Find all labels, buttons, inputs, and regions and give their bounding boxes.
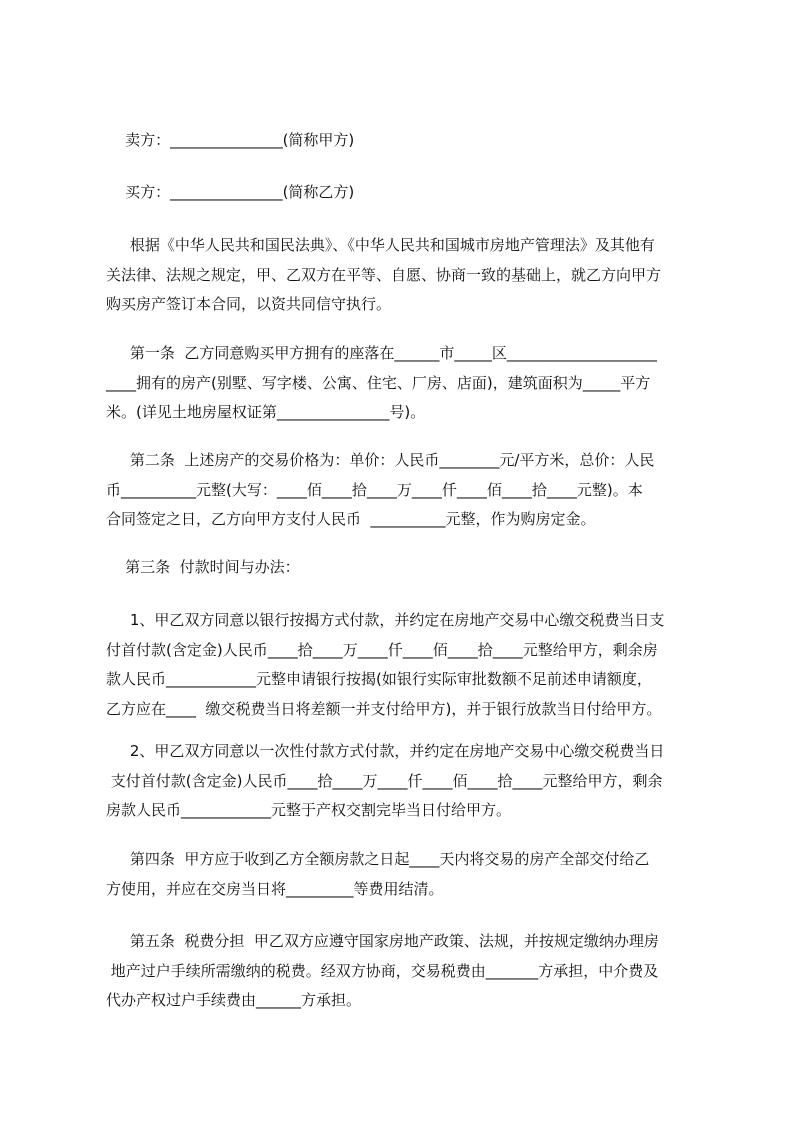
seller-clause [106,126,706,156]
buyer-clause [106,178,706,208]
text-line: 房款人民币____________元整于产权交割完毕当日付给甲方。 [106,801,512,819]
article-2 [106,446,706,535]
text-line: 第四条 甲方应于收到乙方全额房款之日起____天内将交易的房产全部交付给乙 [106,850,650,868]
text-line: 代办产权过户手续费由______方承担。 [106,991,362,1009]
text-line: 根据《中华人民共和国民法典》、《中华人民共和国城市房地产管理法》及其他有 [106,236,655,254]
preamble-paragraph [106,231,706,320]
text-line: 关法律、法规之规定，甲、乙双方在平等、自愿、协商一致的基础上，就乙方向甲方 [106,265,662,284]
text-line: 第二条 上述房产的交易价格为：单价：人民币________元/平方米，总价：人民 [106,451,655,469]
text-line: ____拥有的房产(别墅、写字楼、公寓、住宅、厂房、店面)，建筑面积为_____平方 [106,373,651,392]
article-1 [106,339,706,428]
text-line: 方使用，并应在交房当日将_________等费用结清。 [106,879,444,898]
text-line: 合同签定之日，乙方向甲方支付人民币 __________元整，作为购房定金。 [106,510,596,528]
text-line: 款人民币____________元整申请银行按揭(如银行实际审批数额不足前述申请额度， [106,670,652,688]
text-line: 第一条 乙方同意购买甲方拥有的座落在______市_____区____________________ [106,344,657,362]
text-line: 第五条 税费分担 甲乙双方应遵守国家房地产政策、法规，并按规定缴纳办理房 [106,932,659,950]
article-3-item-2 [106,737,706,826]
text-line: 1、甲乙双方同意以银行按揭方式付款，并约定在房地产交易中心缴交税费当日支 [106,611,665,629]
text-line: 支付首付款(含定金)人民币____拾____万____仟____佰____拾____元整给甲方，剩余 [106,771,663,790]
text-line: 乙方应在____ 缴交税费当日将差额一并支付给甲方)，并于银行放款当日付给甲方。 [106,699,662,718]
text-line: 卖方：_______________(简称甲方) [106,131,355,149]
text-line: 购买房产签订本合同，以资共同信守执行。 [106,295,392,313]
text-line: 买方：_______________(简称乙方) [106,183,355,201]
text-line: 地产过户手续所需缴纳的税费。经双方协商，交易税费由_______方承担，中介费及 [106,961,659,980]
text-line: 第三条 付款时间与办法： [106,558,300,576]
article-4 [106,845,706,904]
article-5 [106,927,706,1016]
text-line: 币__________元整(大写：____佰____拾____万____仟____佰____拾____元整)。本 [106,480,643,499]
text-line: 米。(详见土地房屋权证第_______________号)。 [106,403,426,421]
article-3 [106,553,706,583]
text-line: 付首付款(含定金)人民币____拾____万____仟____佰____拾____元整给甲方，剩余房 [106,640,658,659]
text-line: 2、甲乙双方同意以一次性付款方式付款，并约定在房地产交易中心缴交税费当日 [106,742,665,760]
article-3-item-1 [106,606,706,724]
